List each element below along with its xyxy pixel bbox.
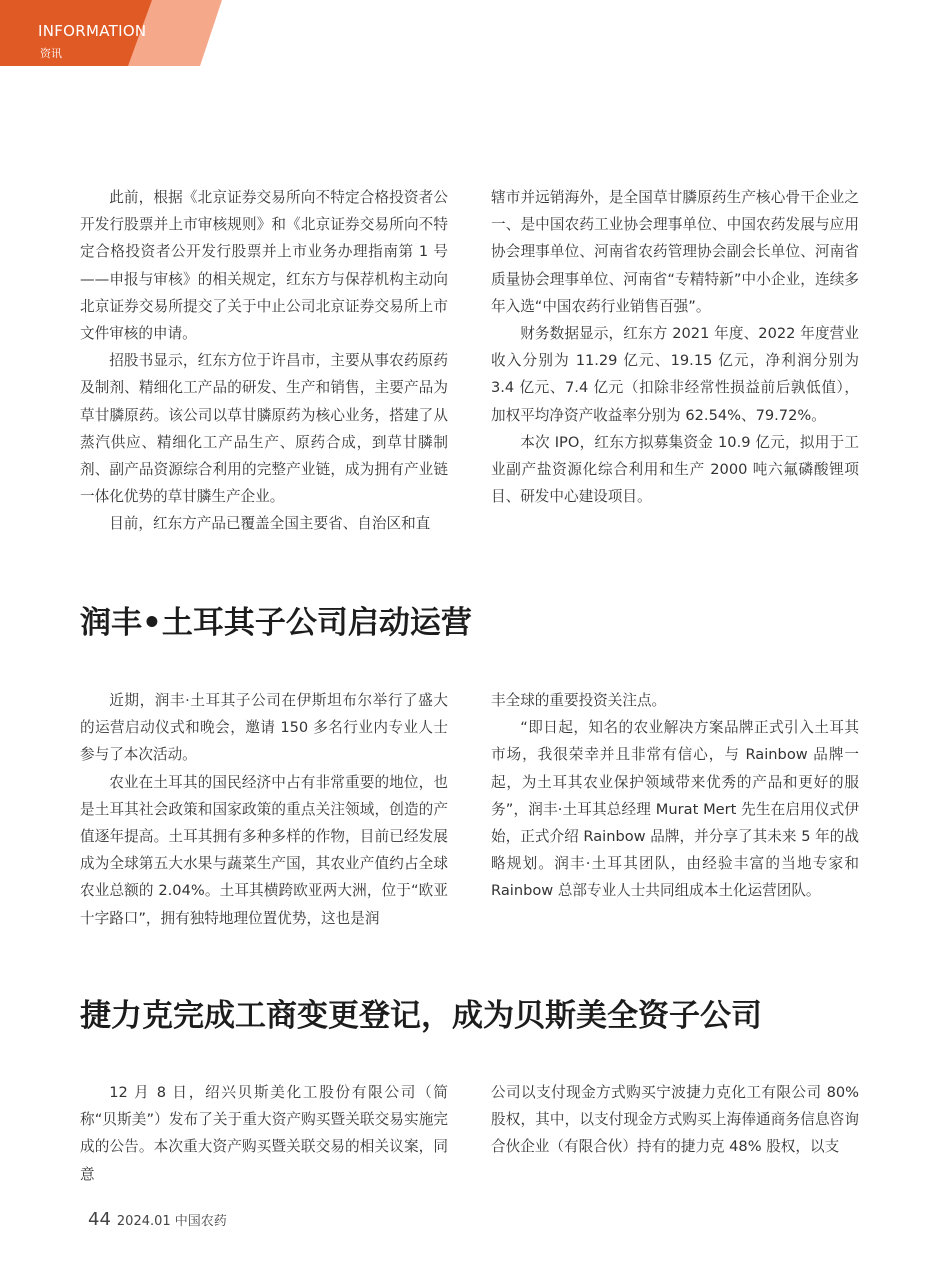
page-footer: [88, 1209, 227, 1230]
article3-title: 捷力克完成工商变更登记，成为贝斯美全资子公司: [80, 998, 762, 1034]
article1-left-column: [80, 184, 448, 538]
paragraph: 辖市并远销海外，是全国草甘膦原药生产核心骨干企业之一、是中国农药工业协会理事单位、中国农药发展与应用协会理事单位、河南省农药管理协会副会长单位、河南省质量协会理事单位、河南省“专精特新”中小企业，连续多年入选“中国农药行业销售百强”。: [491, 189, 859, 315]
article2-title: 润丰•土耳其子公司启动运营: [80, 605, 472, 641]
section-label-zh: 资讯: [40, 47, 62, 60]
paragraph: “即日起，知名的农业解决方案品牌正式引入土耳其市场，我很荣幸并且非常有信心，与 Rainbow 品牌一起，为土耳其农业保护领域带来优秀的产品和更好的服务”，润丰·土耳其总经理 Murat Mert 先生在启用仪式伊始，正式介绍 Rainbow 品牌，并分享了其未来 5 年的战略规划。润丰·土耳其团队，由经验丰富的当地专家和 Rainbow 总部专业人士共同组成本土化运营团队。: [491, 719, 859, 900]
paragraph: 公司以支付现金方式购买宁波捷力克化工有限公司 80% 股权，其中，以支付现金方式购买上海俸通商务信息咨询合伙企业（有限合伙）持有的捷力克 48% 股权，以支: [491, 1084, 859, 1156]
paragraph: 12 月 8 日，绍兴贝斯美化工股份有限公司（简称“贝斯美”）发布了关于重大资产购买暨关联交易实施完成的公告。本次重大资产购买暨关联交易的相关议案，同意: [80, 1084, 448, 1183]
paragraph: 近期，润丰·土耳其子公司在伊斯坦布尔举行了盛大的运营启动仪式和晚会，邀请 150 多名行业内专业人士参与了本次活动。: [80, 692, 448, 764]
issue-info: 2024.01 中国农药: [116, 1214, 227, 1229]
paragraph: 此前，根据《北京证券交易所向不特定合格投资者公开发行股票并上市审核规则》和《北京证券交易所向不特定合格投资者公开发行股票并上市业务办理指南第 1 号——申报与审核》的相关规定，红东方与保荐机构主动向北京证券交易所提交了关于中止公司北京证券交易所上市文件审核的申请。: [80, 189, 448, 343]
paragraph: 丰全球的重要投资关注点。: [491, 692, 667, 709]
article3-left-column: [80, 1079, 448, 1188]
section-header-tab: [0, 0, 222, 66]
paragraph: 财务数据显示，红东方 2021 年度、2022 年度营业收入分别为 11.29 亿元、19.15 亿元，净利润分别为 3.4 亿元、7.4 亿元（扣除非经常性损益前后孰低值），加权平均净资产收益率分别为 62.54%、79.72%。: [491, 325, 859, 424]
article3-right-column: [491, 1079, 859, 1161]
article2-right-column: [491, 687, 859, 905]
article2-left-column: [80, 687, 448, 932]
paragraph: 招股书显示，红东方位于许昌市，主要从事农药原药及制剂、精细化工产品的研发、生产和销售，主要产品为草甘膦原药。该公司以草甘膦原药为核心业务，搭建了从蒸汽供应、精细化工产品生产、原药合成，到草甘膦制剂、副产品资源综合利用的完整产业链，成为拥有产业链一体化优势的草甘膦生产企业。: [80, 352, 448, 506]
paragraph: 本次 IPO，红东方拟募集资金 10.9 亿元，拟用于工业副产盐资源化综合利用和生产 2000 吨六氟磷酸锂项目、研发中心建设项目。: [491, 433, 859, 506]
article1-right-column: [491, 184, 859, 510]
page-number: 44: [88, 1209, 111, 1230]
section-label-en: INFORMATION: [38, 22, 147, 40]
paragraph: 目前，红东方产品已覆盖全国主要省、自治区和直: [109, 515, 431, 533]
paragraph: 农业在土耳其的国民经济中占有非常重要的地位，也是土耳其社会政策和国家政策的重点关注领域，创造的产值逐年提高。土耳其拥有多种多样的作物，目前已经发展成为全球第五大水果与蔬菜生产国，其农业产值约占全球农业总额的 2.04%。土耳其横跨欧亚两大洲，位于“欧亚十字路口”，拥有独特地理位置优势，这也是润: [80, 773, 448, 927]
